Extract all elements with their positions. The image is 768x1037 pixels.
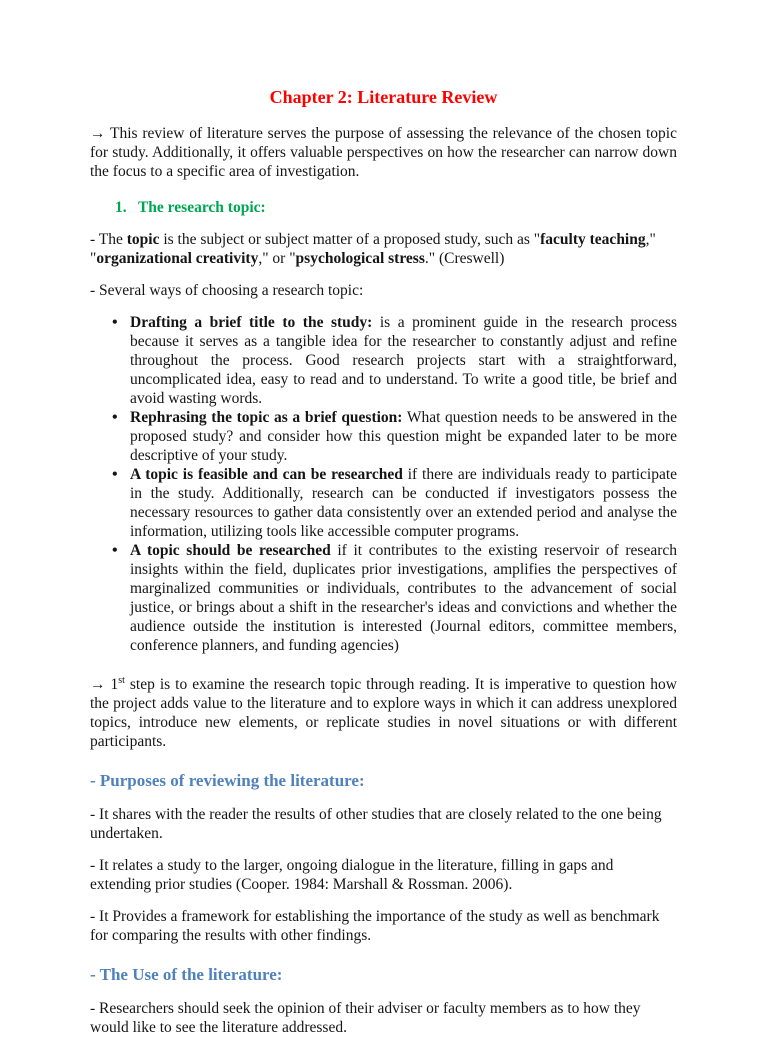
purpose-relates-paragraph: - It relates a study to the larger, ongoing dialogue in the literature, filling in gaps and extending prior studies (Cooper. 1984: Marshall & Rossman. 2006). (90, 857, 614, 893)
bullet-feasible-researched: • A topic is feasible and can be researched if there are individuals ready to participate in the study. Additionally, research can be conducted if investigators possess the necessary resources to gather data consistently over an extended period and analyse the information, utilizing tools like accessible computer programs. (90, 465, 677, 541)
bullet-rephrasing-question: • Rephrasing the topic as a brief question: What question needs to be answered in the proposed study? and consider how this question might be expanded later to be more descriptive of your study. (90, 408, 677, 465)
topic-criteria-list (90, 313, 677, 655)
first-step-paragraph: → 1st step is to examine the research topic through reading. It is imperative to question how the project adds value to the literature and to explore ways in which it can address unexplored topics, introduce new elements, or replicate studies in novel situations or with different participants. (90, 674, 677, 750)
research-topic-heading: 1. The research topic: (115, 199, 266, 216)
use-of-literature-heading: - The Use of the literature: (90, 965, 283, 984)
bullet-should-be-researched: • A topic should be researched if it contributes to the existing reservoir of research insights within the field, duplicates prior investigations, amplifies the perspectives of marginalized communities or individuals, contributes to the advancement of social justice, or brings about a shift in the researcher's ideas and convictions and whether the audience outside the institution is interested (Journal editors, committee members, conference planners, and funding agencies) (90, 541, 677, 655)
purposes-heading: - Purposes of reviewing the literature: (90, 771, 365, 790)
purpose-framework-paragraph: - It Provides a framework for establishing the importance of the study as well as benchmark for comparing the results with other findings. (90, 908, 660, 944)
use-adviser-paragraph: - Researchers should seek the opinion of their adviser or faculty members as to how they would like to see the literature addressed. (90, 1000, 641, 1036)
bullet-drafting-title: • Drafting a brief title to the study: is a prominent guide in the research process because it serves as a tangible idea for the researcher to constantly adjust and refine throughout the process. Good research projects start with a straightforward, uncomplicated idea, easy to read and to understand. To write a good title, be brief and avoid wasting words. (90, 313, 677, 408)
intro-paragraph: → This review of literature serves the purpose of assessing the relevance of the chosen topic for study. Additionally, it offers valuable perspectives on how the researcher can narrow down the focus to a specific area of investigation. (90, 125, 677, 180)
choosing-ways-paragraph: - Several ways of choosing a research topic: (90, 282, 364, 299)
purpose-shares-paragraph: - It shares with the reader the results of other studies that are closely related to the one being undertaken. (90, 806, 662, 842)
topic-definition-paragraph: - The topic is the subject or subject matter of a proposed study, such as "faculty teaching," "organizational creativity," or "psychological stress." (Creswell) (90, 231, 656, 267)
chapter-title: Chapter 2: Literature Review (269, 87, 498, 107)
